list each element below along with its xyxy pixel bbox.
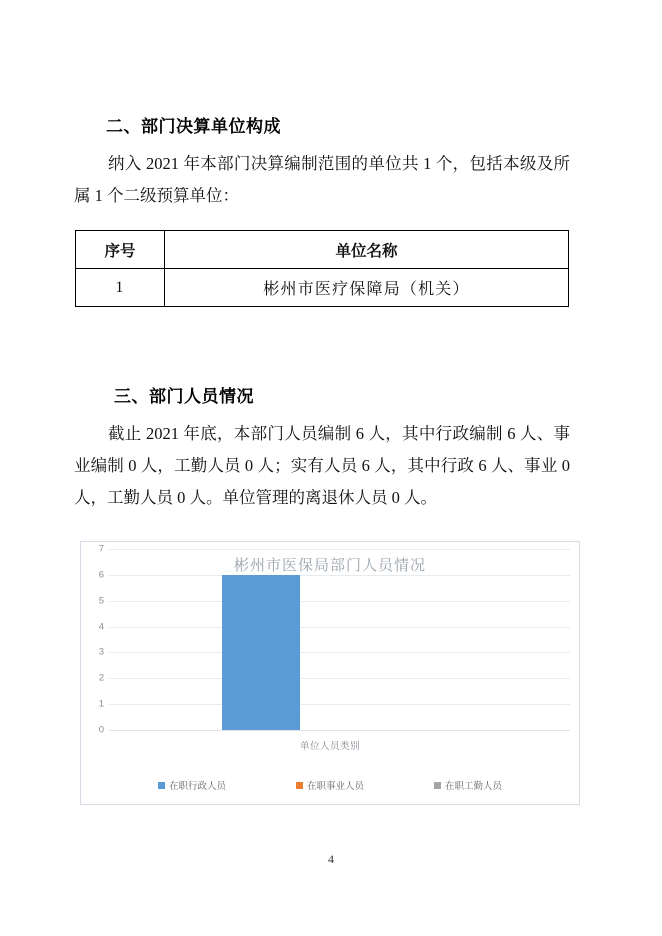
chart-y-tick-label: 4 (98, 621, 104, 633)
chart-legend (81, 778, 579, 792)
chart-y-tick-label: 5 (98, 595, 104, 607)
table-row (76, 269, 569, 307)
chart-y-tick-label: 0 (98, 724, 104, 736)
chart-y-tick-label: 6 (98, 569, 104, 581)
section-heading-unit-composition: 二、部门决算单位构成 (106, 117, 281, 137)
table-cell-unit-name: 彬州市医疗保障局（机关） (165, 269, 569, 307)
chart-legend-item[interactable] (434, 778, 502, 792)
legend-swatch-icon (158, 782, 165, 789)
chart-title: 彬州市医保局部门人员情况 (233, 558, 426, 574)
table-header-index: 序号 (76, 231, 165, 269)
chart-y-tick-label: 1 (98, 698, 104, 710)
chart-y-tick-label: 3 (98, 646, 104, 658)
chart-gridline (109, 704, 570, 705)
chart-y-tick-label: 7 (98, 543, 104, 555)
chart-legend-label: 在职行政人员 (168, 781, 226, 792)
chart-gridline (109, 678, 570, 679)
chart-gridline (109, 601, 570, 602)
staff-bar-chart (80, 541, 580, 805)
page-number: 4 (328, 852, 334, 866)
table-cell-index: 1 (76, 269, 165, 307)
chart-bar (222, 575, 300, 730)
paragraph-staff-situation: 截止 2021 年底，本部门人员编制 6 人，其中行政编制 6 人、事业编制 0 人，工勤人员 0 人；实有人员 6 人，其中行政 6 人、事业 0 人，工勤人员 0 人。单位管理的离退休人员 0 人。 (74, 424, 570, 507)
table-header-unit-name: 单位名称 (165, 231, 569, 269)
chart-legend-label: 在职工勤人员 (445, 781, 503, 792)
chart-gridline (109, 575, 570, 576)
chart-gridline (109, 549, 570, 550)
legend-swatch-icon (434, 782, 441, 789)
chart-legend-label: 在职事业人员 (306, 781, 364, 792)
chart-x-axis-label: 单位人员类别 (299, 741, 360, 752)
chart-gridline (109, 627, 570, 628)
units-table (75, 230, 569, 307)
legend-swatch-icon (296, 782, 303, 789)
chart-plot-area (98, 543, 570, 736)
chart-y-tick-label: 2 (98, 672, 104, 684)
chart-gridline (109, 730, 570, 731)
table-header-row (76, 231, 569, 269)
paragraph-unit-composition: 纳入 2021 年本部门决算编制范围的单位共 1 个，包括本级及所属 1 个二级预算单位： (74, 154, 570, 205)
chart-legend-item[interactable] (158, 778, 226, 792)
chart-gridline (109, 652, 570, 653)
chart-legend-item[interactable] (296, 778, 364, 792)
section-heading-staff-situation: 三、部门人员情况 (114, 387, 254, 407)
